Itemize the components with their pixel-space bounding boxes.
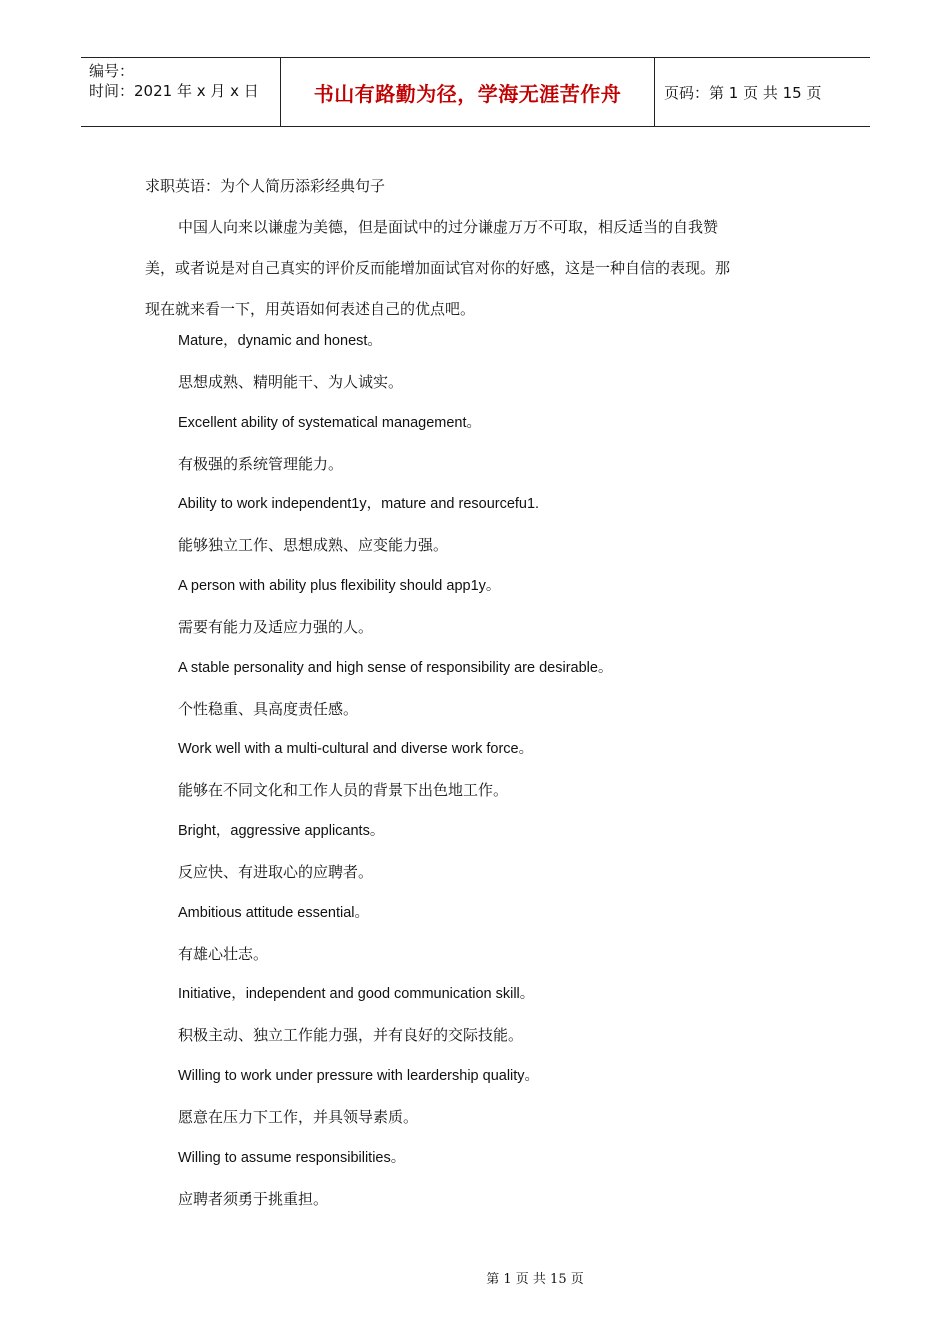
document-time-label: 时间：2021 年 x 月 x 日 (89, 82, 259, 100)
header-page-label: 页码：第 1 页 共 15 页 (664, 83, 822, 102)
phrase-chinese: 能够在不同文化和工作人员的背景下出色地工作。 (178, 781, 509, 799)
phrase-chinese: 需要有能力及适应力强的人。 (178, 618, 374, 636)
phrase-english: Mature，dynamic and honest。 (178, 333, 382, 349)
phrase-english: Willing to work under pressure with leardership quality。 (178, 1068, 540, 1084)
document-title: 求职英语：为个人简历添彩经典句子 (145, 177, 386, 195)
page-header (81, 57, 870, 127)
phrase-english: Excellent ability of systematical management。 (178, 415, 482, 431)
document-body (145, 166, 805, 330)
phrase-english: Initiative，independent and good communication skill。 (178, 986, 535, 1002)
footer-page-number: 第 1 页 共 15 页 (486, 1272, 584, 1287)
phrase-chinese: 积极主动、独立工作能力强，并有良好的交际技能。 (178, 1026, 524, 1044)
phrase-english: Ability to work independent1y，mature and resourcefu1. (178, 496, 540, 512)
document-number-label: 编号： (89, 62, 135, 80)
phrase-chinese: 反应快、有进取心的应聘者。 (178, 863, 374, 881)
phrase-english: A person with ability plus flexibility should app1y。 (178, 578, 501, 594)
phrase-english: Willing to assume responsibilities。 (178, 1150, 406, 1166)
intro-line-3: 现在就来看一下，用英语如何表述自己的优点吧。 (145, 300, 476, 318)
phrase-english: A stable personality and high sense of responsibility are desirable。 (178, 660, 613, 676)
header-motto: 书山有路勤为径，学海无涯苦作舟 (281, 58, 655, 126)
page-footer (0, 1268, 950, 1287)
phrase-chinese: 有雄心壮志。 (178, 945, 269, 963)
phrase-chinese: 应聘者须勇于挑重担。 (178, 1190, 329, 1208)
phrase-english: Work well with a multi-cultural and diverse work force。 (178, 741, 534, 757)
header-meta (81, 58, 281, 126)
intro-line-2: 美，或者说是对自己真实的评价反而能增加面试官对你的好感，这是一种自信的表现。那 (145, 259, 731, 277)
phrase-chinese: 个性稳重、具高度责任感。 (178, 700, 359, 718)
phrase-chinese: 愿意在压力下工作，并具领导素质。 (178, 1108, 419, 1126)
phrase-english: Bright，aggressive applicants。 (178, 823, 385, 839)
phrase-english: Ambitious attitude essential。 (178, 905, 370, 921)
phrase-chinese: 能够独立工作、思想成熟、应变能力强。 (178, 536, 449, 554)
phrase-chinese: 思想成熟、精明能干、为人诚实。 (178, 373, 404, 391)
phrase-chinese: 有极强的系统管理能力。 (178, 455, 344, 473)
intro-line-1: 中国人向来以谦虚为美德，但是面试中的过分谦虚万万不可取，相反适当的自我赞 (178, 218, 719, 236)
